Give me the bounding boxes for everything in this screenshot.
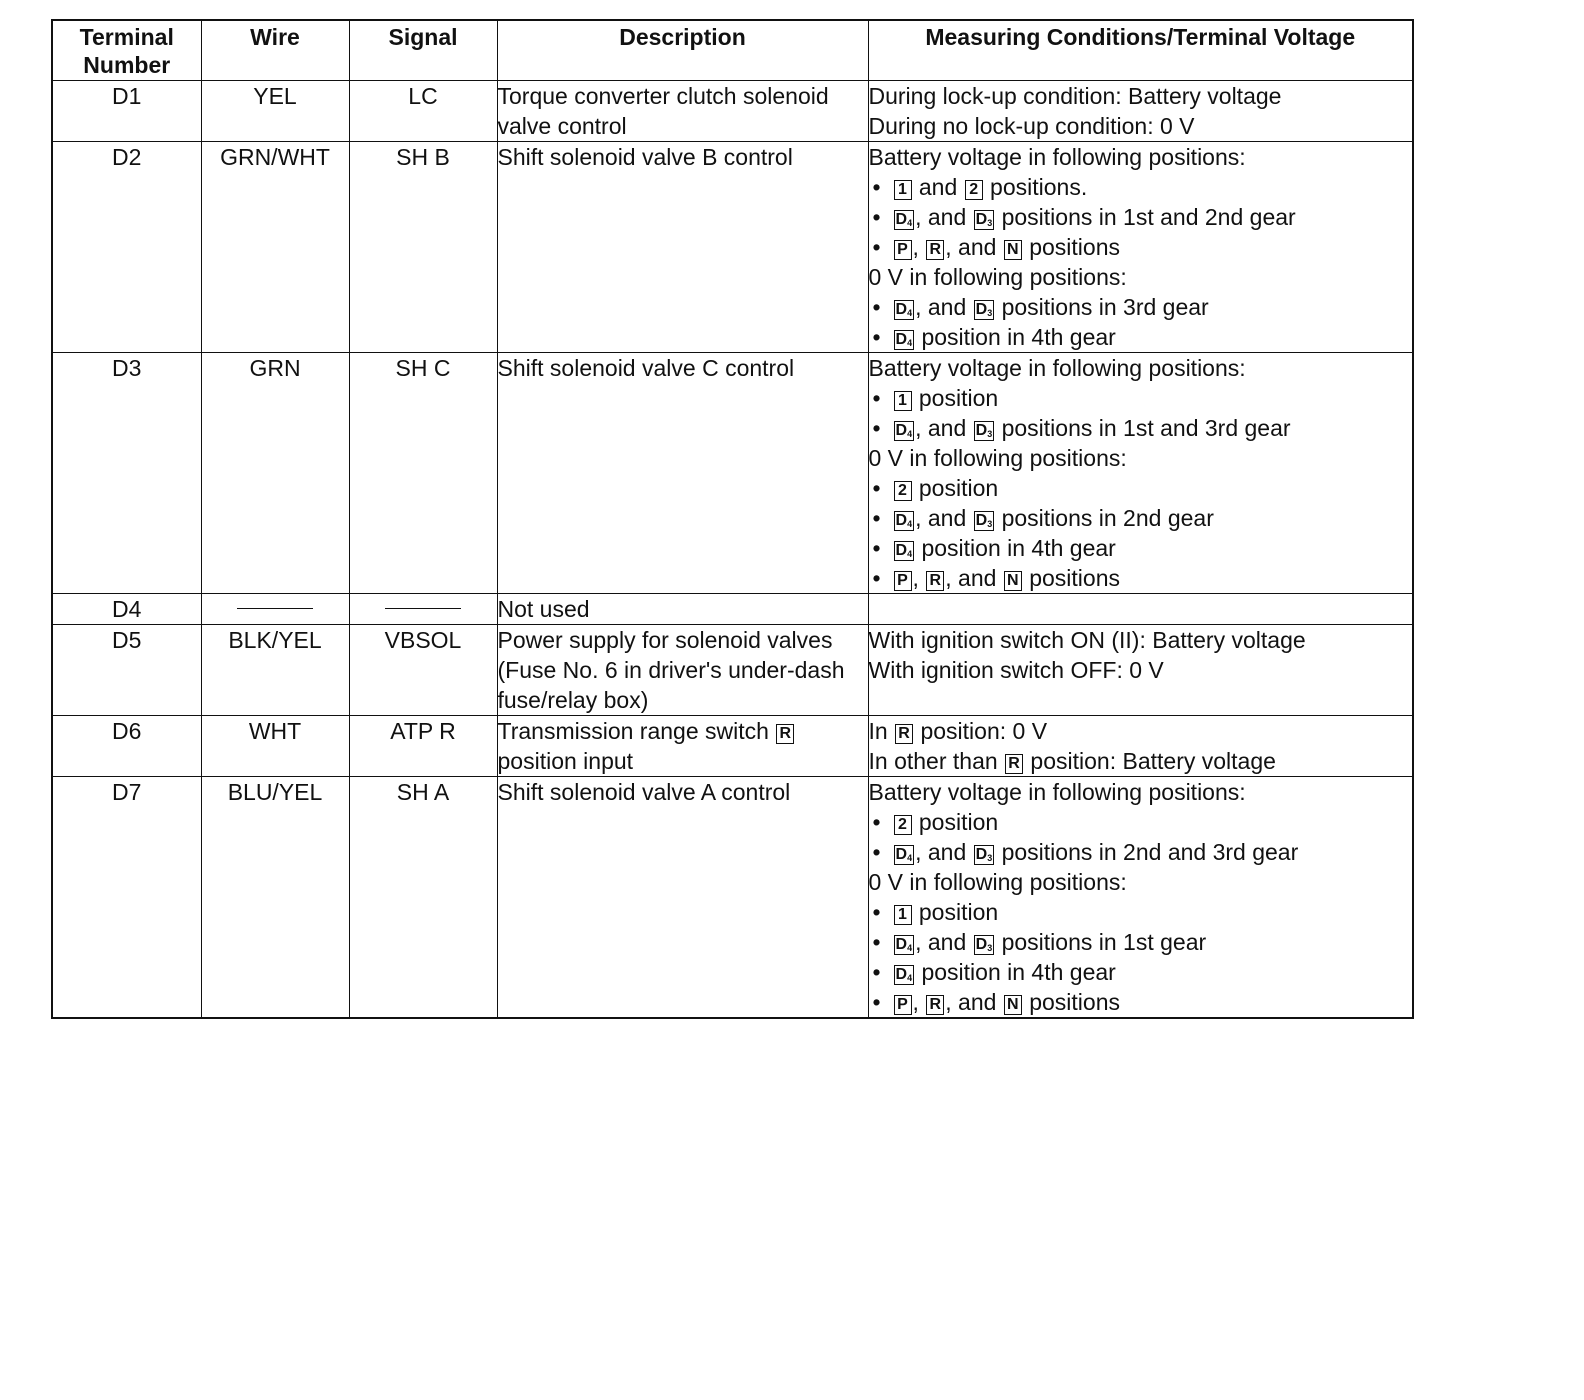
condition-line: • 1 and 2 positions. bbox=[869, 172, 1413, 202]
position-d4-icon: $D_4$ bbox=[895, 935, 913, 953]
bullet-icon: • bbox=[872, 504, 881, 531]
table-row bbox=[52, 141, 1413, 352]
terminal-voltage-table bbox=[51, 19, 1414, 1019]
signal-cell: ATP R bbox=[349, 715, 497, 776]
position-r-icon: R bbox=[926, 240, 944, 260]
condition-line: Battery voltage in following positions: bbox=[868, 778, 1246, 805]
position-d4-icon: $D_4$ bbox=[895, 511, 913, 529]
condition-line: Battery voltage in following positions: bbox=[868, 143, 1246, 170]
measuring-conditions-cell bbox=[868, 80, 1413, 141]
position-r-icon: R bbox=[926, 571, 944, 591]
bullet-icon: • bbox=[872, 534, 881, 561]
terminal-number-cell: D6 bbox=[52, 715, 201, 776]
description-text: Power supply for solenoid valves (Fuse No. 6 in driver's under-dash fuse/relay box) bbox=[497, 626, 845, 713]
position-p-icon: P bbox=[894, 995, 912, 1015]
condition-line: With ignition switch OFF: 0 V bbox=[868, 656, 1164, 683]
position-d3-icon: $D_3$ bbox=[975, 300, 993, 318]
table-row bbox=[52, 776, 1413, 1018]
condition-line: 0 V in following positions: bbox=[868, 444, 1127, 471]
position-r-icon: R bbox=[776, 724, 794, 744]
table-body bbox=[52, 80, 1413, 1018]
condition-line: • 1 position bbox=[869, 383, 1413, 413]
signal-cell: LC bbox=[349, 80, 497, 141]
bullet-icon: • bbox=[872, 928, 881, 955]
bullet-icon: • bbox=[872, 233, 881, 260]
bullet-icon: • bbox=[872, 564, 881, 591]
wire-cell: GRN bbox=[201, 352, 349, 593]
wire-cell: GRN/WHT bbox=[201, 141, 349, 352]
description-cell bbox=[497, 141, 868, 352]
condition-line: • 2 position bbox=[869, 473, 1413, 503]
position-d3-icon: $D_3$ bbox=[975, 845, 993, 863]
position-1-icon: 1 bbox=[894, 391, 912, 411]
condition-line: • $D_4$ , and $D_3$ positions in 1st and 2nd gear bbox=[869, 202, 1413, 232]
position-d4-icon: $D_4$ bbox=[895, 330, 913, 348]
condition-line: During lock-up condition: Battery voltage bbox=[868, 82, 1282, 109]
description-cell bbox=[497, 593, 868, 624]
bullet-icon: • bbox=[872, 474, 881, 501]
bullet-icon: • bbox=[872, 988, 881, 1015]
condition-line: 0 V in following positions: bbox=[868, 263, 1127, 290]
wire-cell bbox=[201, 593, 349, 624]
measuring-conditions-cell bbox=[868, 624, 1413, 715]
bullet-icon: • bbox=[872, 173, 881, 200]
condition-line: • $D_4$ , and $D_3$ positions in 2nd and 3rd gear bbox=[869, 837, 1413, 867]
measuring-conditions-cell bbox=[868, 715, 1413, 776]
condition-line: • P , R , and N positions bbox=[869, 563, 1413, 593]
description-cell bbox=[497, 715, 868, 776]
signal-cell: SH C bbox=[349, 352, 497, 593]
condition-line: Battery voltage in following positions: bbox=[868, 354, 1246, 381]
condition-line: During no lock-up condition: 0 V bbox=[868, 112, 1195, 139]
condition-line: • $D_4$ position in 4th gear bbox=[869, 322, 1413, 352]
bullet-icon: • bbox=[872, 838, 881, 865]
wire-cell: WHT bbox=[201, 715, 349, 776]
terminal-number-cell: D1 bbox=[52, 80, 201, 141]
wire-cell: YEL bbox=[201, 80, 349, 141]
bullet-icon: • bbox=[872, 323, 881, 350]
description-cell bbox=[497, 352, 868, 593]
wire-cell: BLK/YEL bbox=[201, 624, 349, 715]
position-2-icon: 2 bbox=[965, 180, 983, 200]
position-d3-icon: $D_3$ bbox=[975, 935, 993, 953]
position-d4-icon: $D_4$ bbox=[895, 845, 913, 863]
terminal-number-cell: D7 bbox=[52, 776, 201, 1018]
table-row bbox=[52, 80, 1413, 141]
position-1-icon: 1 bbox=[894, 905, 912, 925]
position-d3-icon: $D_3$ bbox=[975, 421, 993, 439]
condition-line: • 1 position bbox=[869, 897, 1413, 927]
condition-line: 0 V in following positions: bbox=[868, 868, 1127, 895]
terminal-number-cell: D2 bbox=[52, 141, 201, 352]
bullet-icon: • bbox=[872, 808, 881, 835]
position-d4-icon: $D_4$ bbox=[895, 541, 913, 559]
description-cell bbox=[497, 776, 868, 1018]
header-signal: Signal bbox=[349, 20, 497, 80]
position-d4-icon: $D_4$ bbox=[895, 300, 913, 318]
measuring-conditions-cell bbox=[868, 141, 1413, 352]
position-d4-icon: $D_4$ bbox=[895, 421, 913, 439]
terminal-number-cell: D5 bbox=[52, 624, 201, 715]
table-row bbox=[52, 624, 1413, 715]
condition-line: • 2 position bbox=[869, 807, 1413, 837]
condition-line: In other than R position: Battery voltage bbox=[868, 747, 1276, 774]
table-row bbox=[52, 352, 1413, 593]
measuring-conditions-cell bbox=[868, 593, 1413, 624]
description-cell bbox=[497, 80, 868, 141]
measuring-conditions-cell bbox=[868, 776, 1413, 1018]
signal-cell: SH A bbox=[349, 776, 497, 1018]
position-d3-icon: $D_3$ bbox=[975, 210, 993, 228]
condition-line: With ignition switch ON (II): Battery voltage bbox=[868, 626, 1306, 653]
description-cell bbox=[497, 624, 868, 715]
position-d4-icon: $D_4$ bbox=[895, 210, 913, 228]
condition-line: • P , R , and N positions bbox=[869, 987, 1413, 1017]
position-n-icon: N bbox=[1004, 240, 1022, 260]
description-text: Shift solenoid valve A control bbox=[497, 778, 791, 805]
bullet-icon: • bbox=[872, 414, 881, 441]
table-row bbox=[52, 715, 1413, 776]
position-n-icon: N bbox=[1004, 571, 1022, 591]
position-n-icon: N bbox=[1004, 995, 1022, 1015]
condition-line: • $D_4$ position in 4th gear bbox=[869, 957, 1413, 987]
wire-cell: BLU/YEL bbox=[201, 776, 349, 1018]
signal-cell: SH B bbox=[349, 141, 497, 352]
condition-line: • P , R , and N positions bbox=[869, 232, 1413, 262]
condition-line: • $D_4$ position in 4th gear bbox=[869, 533, 1413, 563]
position-d3-icon: $D_3$ bbox=[975, 511, 993, 529]
bullet-icon: • bbox=[872, 384, 881, 411]
position-p-icon: P bbox=[894, 571, 912, 591]
position-r-icon: R bbox=[926, 995, 944, 1015]
description-text: Shift solenoid valve C control bbox=[497, 354, 795, 381]
description-text: Shift solenoid valve B control bbox=[497, 143, 793, 170]
not-applicable-dash bbox=[385, 608, 461, 609]
terminal-number-cell: D3 bbox=[52, 352, 201, 593]
position-2-icon: 2 bbox=[894, 815, 912, 835]
bullet-icon: • bbox=[872, 898, 881, 925]
table-row bbox=[52, 593, 1413, 624]
terminal-number-cell: D4 bbox=[52, 593, 201, 624]
position-2-icon: 2 bbox=[894, 481, 912, 501]
header-wire: Wire bbox=[201, 20, 349, 80]
position-r-icon: R bbox=[1005, 754, 1023, 774]
header-row bbox=[52, 20, 1413, 80]
header-terminal-number: Terminal Number bbox=[52, 20, 201, 80]
bullet-icon: • bbox=[872, 293, 881, 320]
description-text: Torque converter clutch solenoid valve control bbox=[497, 82, 829, 139]
bullet-icon: • bbox=[872, 203, 881, 230]
condition-line: • $D_4$ , and $D_3$ positions in 1st gear bbox=[869, 927, 1413, 957]
not-applicable-dash bbox=[237, 608, 313, 609]
bullet-icon: • bbox=[872, 958, 881, 985]
position-1-icon: 1 bbox=[894, 180, 912, 200]
position-r-icon: R bbox=[895, 724, 913, 744]
condition-line: • $D_4$ , and $D_3$ positions in 2nd gear bbox=[869, 503, 1413, 533]
description-text: Not used bbox=[497, 595, 590, 622]
signal-cell bbox=[349, 593, 497, 624]
description-text: Transmission range switch R position input bbox=[498, 718, 796, 774]
position-p-icon: P bbox=[894, 240, 912, 260]
condition-line: • $D_4$ , and $D_3$ positions in 1st and 3rd gear bbox=[869, 413, 1413, 443]
measuring-conditions-cell bbox=[868, 352, 1413, 593]
condition-line: • $D_4$ , and $D_3$ positions in 3rd gear bbox=[869, 292, 1413, 322]
header-measuring-conditions: Measuring Conditions/Terminal Voltage bbox=[868, 20, 1413, 80]
condition-line: In R position: 0 V bbox=[868, 717, 1048, 744]
header-description: Description bbox=[497, 20, 868, 80]
position-d4-icon: $D_4$ bbox=[895, 965, 913, 983]
signal-cell: VBSOL bbox=[349, 624, 497, 715]
